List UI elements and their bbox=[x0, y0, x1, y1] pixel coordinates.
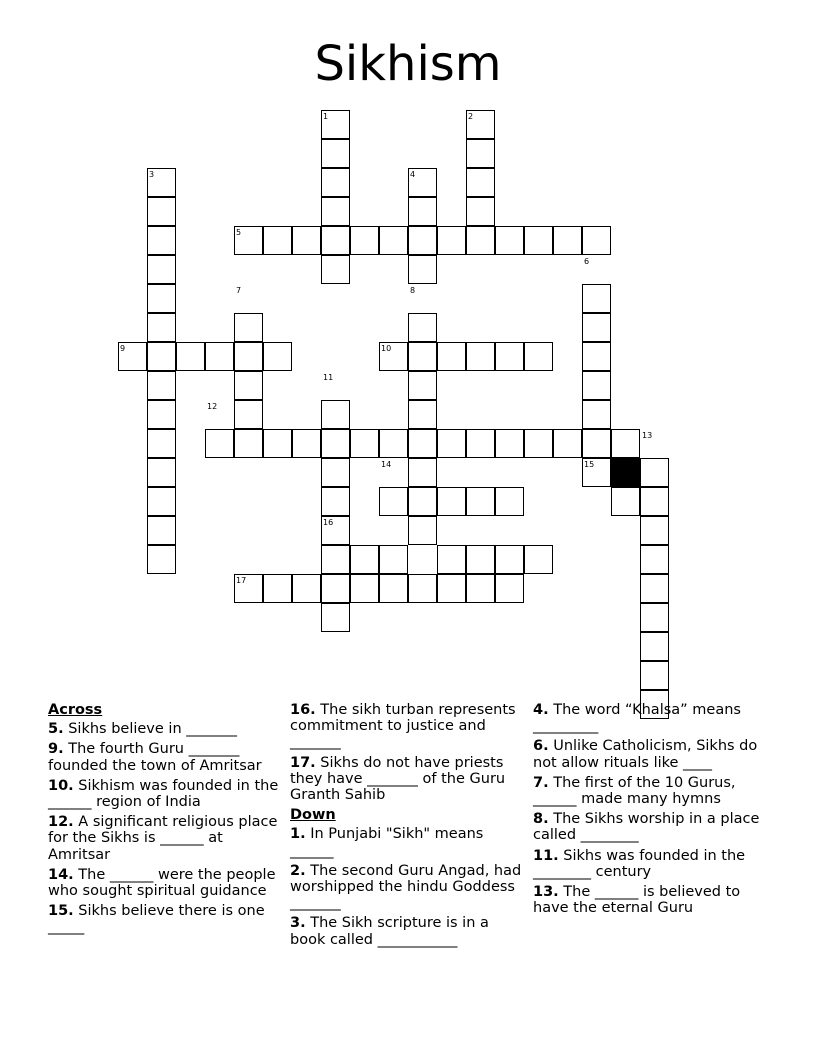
grid-cell[interactable] bbox=[234, 342, 263, 371]
grid-cell[interactable] bbox=[640, 545, 669, 574]
grid-cell[interactable] bbox=[379, 226, 408, 255]
grid-cell[interactable] bbox=[553, 429, 582, 458]
clue-across-5: 5. Sikhs believe in _______ bbox=[48, 721, 237, 738]
grid-cell[interactable] bbox=[408, 429, 437, 458]
grid-cell[interactable] bbox=[437, 226, 466, 255]
clue-down-6: 6. Unlike Catholicism, Sikhs do not allow rituals like ____ bbox=[533, 738, 758, 771]
grid-cell[interactable] bbox=[147, 545, 176, 574]
grid-cell[interactable] bbox=[466, 139, 495, 168]
grid-cell[interactable] bbox=[350, 429, 379, 458]
grid-cell[interactable] bbox=[321, 255, 350, 284]
clue-down-4: 4. The word “Khalsa” means _________ bbox=[533, 702, 741, 735]
grid-cell[interactable] bbox=[321, 487, 350, 516]
grid-cell[interactable] bbox=[495, 342, 524, 371]
grid-cell[interactable] bbox=[350, 226, 379, 255]
grid-cell[interactable] bbox=[582, 342, 611, 371]
grid-cell[interactable] bbox=[147, 313, 176, 342]
clue-number-label: 6 bbox=[584, 257, 590, 266]
grid-cell[interactable] bbox=[524, 429, 553, 458]
grid-cell[interactable] bbox=[147, 487, 176, 516]
grid-cell[interactable] bbox=[147, 255, 176, 284]
clue-down-8: 8. The Sikhs worship in a place called ________ bbox=[533, 811, 760, 844]
grid-cell[interactable] bbox=[466, 168, 495, 197]
black-cell bbox=[611, 458, 640, 487]
grid-cell[interactable] bbox=[466, 545, 495, 574]
grid-cell[interactable] bbox=[495, 429, 524, 458]
grid-cell[interactable] bbox=[408, 516, 437, 545]
grid-cell[interactable] bbox=[640, 516, 669, 545]
grid-cell[interactable] bbox=[466, 197, 495, 226]
grid-cell[interactable] bbox=[147, 226, 176, 255]
grid-cell[interactable] bbox=[466, 574, 495, 603]
grid-cell[interactable] bbox=[176, 342, 205, 371]
grid-cell[interactable] bbox=[640, 458, 669, 487]
grid-cell[interactable] bbox=[611, 487, 640, 516]
clue-number-label: 17 bbox=[236, 576, 247, 585]
clues-column-1 bbox=[48, 702, 284, 940]
grid-cell[interactable] bbox=[321, 226, 350, 255]
clue-across-9: 9. The fourth Guru _______ founded the town of Amritsar bbox=[48, 741, 262, 774]
grid-cell[interactable] bbox=[321, 574, 350, 603]
grid-cell[interactable] bbox=[263, 574, 292, 603]
grid-cell[interactable] bbox=[437, 429, 466, 458]
clue-number-label: 12 bbox=[207, 402, 218, 411]
clue-across-14: 14. The ______ were the people who sought spiritual guidance bbox=[48, 866, 276, 900]
grid-cell[interactable] bbox=[611, 429, 640, 458]
clue-number-label: 10 bbox=[381, 344, 392, 353]
grid-cell[interactable] bbox=[350, 545, 379, 574]
grid-cell[interactable] bbox=[379, 574, 408, 603]
clue-across-12: 12. A significant religious place for the Sikhs is ______ at Amritsar bbox=[48, 814, 278, 863]
down-heading: Down bbox=[290, 807, 336, 824]
clue-number-label: 5 bbox=[236, 228, 242, 237]
grid-cell[interactable] bbox=[263, 226, 292, 255]
clue-number-label: 15 bbox=[584, 460, 595, 469]
clue-number-label: 9 bbox=[120, 344, 126, 353]
grid-cell[interactable] bbox=[234, 371, 263, 400]
clue-down-13: 13. The ______ is believed to have the eternal Guru bbox=[533, 884, 741, 917]
grid-cell[interactable] bbox=[350, 574, 379, 603]
grid-cell[interactable] bbox=[147, 284, 176, 313]
grid-cell[interactable] bbox=[147, 429, 176, 458]
grid-cell[interactable] bbox=[408, 197, 437, 226]
grid-cell[interactable] bbox=[582, 226, 611, 255]
grid-cell[interactable] bbox=[321, 545, 350, 574]
grid-cell[interactable] bbox=[263, 429, 292, 458]
grid-cell[interactable] bbox=[408, 487, 437, 516]
clue-across-16: 16. The sikh turban represents commitment to justice and _______ bbox=[290, 702, 516, 751]
grid-cell[interactable] bbox=[292, 429, 321, 458]
grid-cell[interactable] bbox=[466, 429, 495, 458]
grid-cell[interactable] bbox=[408, 342, 437, 371]
grid-cell[interactable] bbox=[408, 255, 437, 284]
grid-cell[interactable] bbox=[321, 458, 350, 487]
clues-column-2 bbox=[290, 702, 526, 952]
grid-cell[interactable] bbox=[321, 197, 350, 226]
grid-cell[interactable] bbox=[147, 516, 176, 545]
clues-column-3 bbox=[533, 702, 769, 920]
grid-cell[interactable] bbox=[524, 342, 553, 371]
clue-number-label: 11 bbox=[323, 373, 334, 382]
grid-cell[interactable] bbox=[582, 429, 611, 458]
grid-cell[interactable] bbox=[524, 545, 553, 574]
grid-cell[interactable] bbox=[524, 226, 553, 255]
grid-cell[interactable] bbox=[321, 168, 350, 197]
grid-cell[interactable] bbox=[147, 458, 176, 487]
grid-cell[interactable] bbox=[640, 574, 669, 603]
grid-cell[interactable] bbox=[437, 574, 466, 603]
clue-number-label: 7 bbox=[236, 286, 242, 295]
grid-cell[interactable] bbox=[234, 400, 263, 429]
clue-number-label: 8 bbox=[410, 286, 416, 295]
grid-cell[interactable] bbox=[437, 342, 466, 371]
grid-cell[interactable] bbox=[640, 603, 669, 632]
grid-cell[interactable] bbox=[408, 371, 437, 400]
grid-cell[interactable] bbox=[437, 487, 466, 516]
grid-cell[interactable] bbox=[466, 342, 495, 371]
grid-cell[interactable] bbox=[640, 661, 669, 690]
grid-cell[interactable] bbox=[495, 226, 524, 255]
grid-cell[interactable] bbox=[582, 371, 611, 400]
grid-cell[interactable] bbox=[292, 574, 321, 603]
grid-cell[interactable] bbox=[263, 342, 292, 371]
grid-cell[interactable] bbox=[234, 429, 263, 458]
clue-number-label: 1 bbox=[323, 112, 329, 121]
grid-cell[interactable] bbox=[408, 400, 437, 429]
grid-cell[interactable] bbox=[234, 313, 263, 342]
grid-cell[interactable] bbox=[147, 197, 176, 226]
grid-cell[interactable] bbox=[495, 574, 524, 603]
grid-cell[interactable] bbox=[408, 226, 437, 255]
clue-number-label: 2 bbox=[468, 112, 474, 121]
grid-cell[interactable] bbox=[321, 429, 350, 458]
grid-cell[interactable] bbox=[640, 632, 669, 661]
across-heading: Across bbox=[48, 702, 103, 718]
grid-cell[interactable] bbox=[321, 603, 350, 632]
clue-number-label: 14 bbox=[381, 460, 392, 469]
clue-number-label: 4 bbox=[410, 170, 416, 179]
grid-cell[interactable] bbox=[379, 429, 408, 458]
grid-cell[interactable] bbox=[147, 400, 176, 429]
clue-number-label: 16 bbox=[323, 518, 334, 527]
grid-cell[interactable] bbox=[379, 487, 408, 516]
clue-across-10: 10. Sikhism was founded in the ______ region of India bbox=[48, 777, 279, 811]
clue-down-11: 11. Sikhs was founded in the ________ century bbox=[533, 847, 746, 880]
grid-cell[interactable] bbox=[321, 400, 350, 429]
grid-cell[interactable] bbox=[582, 313, 611, 342]
grid-cell[interactable] bbox=[582, 284, 611, 313]
grid-cell[interactable] bbox=[292, 226, 321, 255]
grid-cell[interactable] bbox=[495, 545, 524, 574]
grid-cell[interactable] bbox=[466, 487, 495, 516]
clue-down-1: 1. In Punjabi "Sikh" means ______ bbox=[290, 826, 484, 859]
grid-cell[interactable] bbox=[495, 487, 524, 516]
grid-cell[interactable] bbox=[553, 226, 582, 255]
grid-cell[interactable] bbox=[379, 545, 408, 574]
page-title: Sikhism bbox=[314, 36, 502, 92]
grid-cell[interactable] bbox=[408, 458, 437, 487]
grid-cell[interactable] bbox=[205, 342, 234, 371]
grid-cell[interactable] bbox=[147, 342, 176, 371]
clue-number-label: 13 bbox=[642, 431, 653, 440]
grid-cell[interactable] bbox=[205, 429, 234, 458]
grid-cell[interactable] bbox=[321, 139, 350, 168]
grid-cell[interactable] bbox=[437, 545, 466, 574]
clue-across-15: 15. Sikhs believe there is one _____ bbox=[48, 903, 265, 936]
grid-cell[interactable] bbox=[408, 574, 437, 603]
grid-cell[interactable] bbox=[408, 313, 437, 342]
clue-down-3: 3. The Sikh scripture is in a book called ___________ bbox=[290, 915, 489, 948]
clue-down-7: 7. The first of the 10 Gurus, ______ made many hymns bbox=[533, 774, 736, 808]
clue-down-2: 2. The second Guru Angad, had worshipped the hindu Goddess _______ bbox=[290, 862, 522, 912]
grid-cell[interactable] bbox=[582, 400, 611, 429]
grid-cell[interactable] bbox=[640, 487, 669, 516]
clue-number-label: 3 bbox=[149, 170, 155, 179]
grid-cell[interactable] bbox=[466, 226, 495, 255]
grid-cell[interactable] bbox=[147, 371, 176, 400]
clue-across-17: 17. Sikhs do not have priests they have _______ of the Guru Granth Sahib bbox=[290, 754, 506, 804]
